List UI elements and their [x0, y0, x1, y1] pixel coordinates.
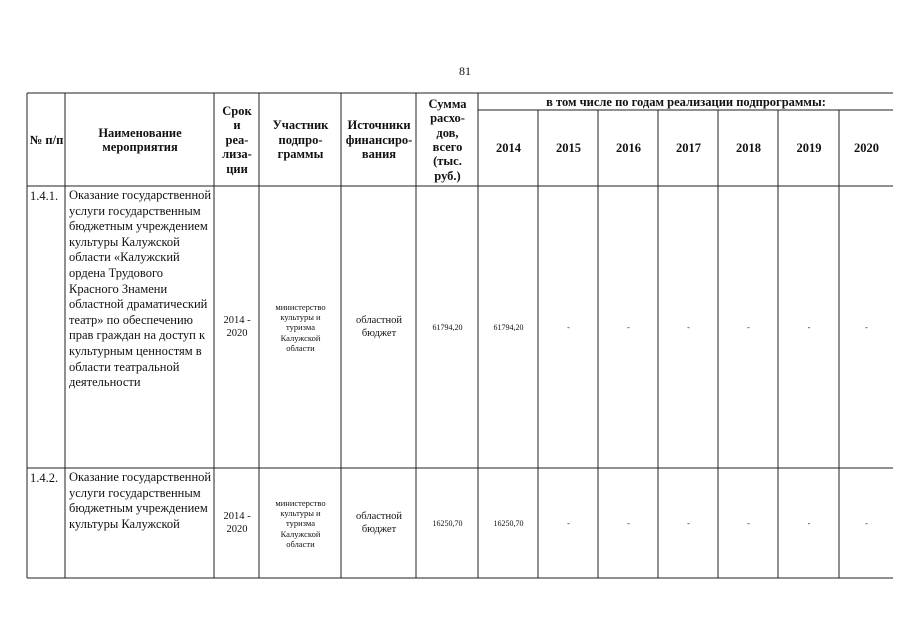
row-total-sum: 16250,70	[432, 518, 463, 528]
row-total-sum: 61794,20	[432, 322, 463, 332]
header-year: 2018	[736, 141, 761, 156]
row-funding-source: областной бюджет	[356, 511, 402, 535]
row-year-value: 16250,70	[493, 518, 524, 528]
row-number: 1.4.2.	[30, 471, 59, 485]
row-year-value: -	[807, 322, 811, 332]
row-year-value: 61794,20	[493, 322, 524, 332]
row-year-value: -	[747, 518, 750, 528]
header-year: 2015	[556, 141, 581, 156]
header-year: 2014	[496, 141, 521, 156]
row-year-value: -	[687, 518, 690, 528]
header-sum: Сумма расхо-дов, всего (тыс. руб.)	[428, 96, 467, 183]
row-year-value: -	[865, 518, 868, 528]
row-funding-source: областной бюджет	[356, 315, 402, 339]
row-year-value: -	[865, 322, 868, 332]
row-event-name: Оказание государственной услуги государственным бюджетным учреждением культуры Калужской области «Калужский ордена Трудового Красного Знамени областной драматический театр» по обеспечению прав граждан на доступ к культурным ценностям в области театральной деятельности	[69, 188, 212, 390]
row-term: 2014 - 2020	[223, 315, 251, 339]
header-name: Наименование мероприятия	[98, 125, 182, 154]
header-year: 2020	[854, 141, 879, 156]
row-year-value: -	[747, 322, 750, 332]
header-year: 2019	[796, 141, 822, 156]
header-years-caption: в том числе по годам реализации подпрограммы:	[546, 94, 826, 109]
header-participant: Участник подпро-граммы	[272, 118, 329, 162]
row-number: 1.4.1.	[30, 189, 59, 203]
row-term: 2014 - 2020	[223, 511, 251, 535]
row-year-value: -	[627, 518, 630, 528]
header-year: 2016	[616, 141, 641, 156]
row-participant: министерство культуры и туризма Калужской области	[275, 498, 326, 549]
row-year-value: -	[687, 322, 690, 332]
header-source: Источники финансиро-вания	[345, 118, 413, 162]
row-event-name: Оказание государственной услуги государственным бюджетным учреждением культуры Калужской	[69, 470, 212, 531]
row-participant: министерство культуры и туризма Калужской области	[275, 302, 326, 353]
row-year-value: -	[567, 518, 570, 528]
header-year: 2017	[676, 141, 701, 156]
row-year-value: -	[807, 518, 811, 528]
row-year-value: -	[627, 322, 630, 332]
header-term: Срок и реа-лиза-ции	[222, 104, 252, 176]
header-number: № п/п	[29, 132, 64, 147]
page-number: 81	[459, 64, 471, 78]
row-year-value: -	[567, 322, 570, 332]
